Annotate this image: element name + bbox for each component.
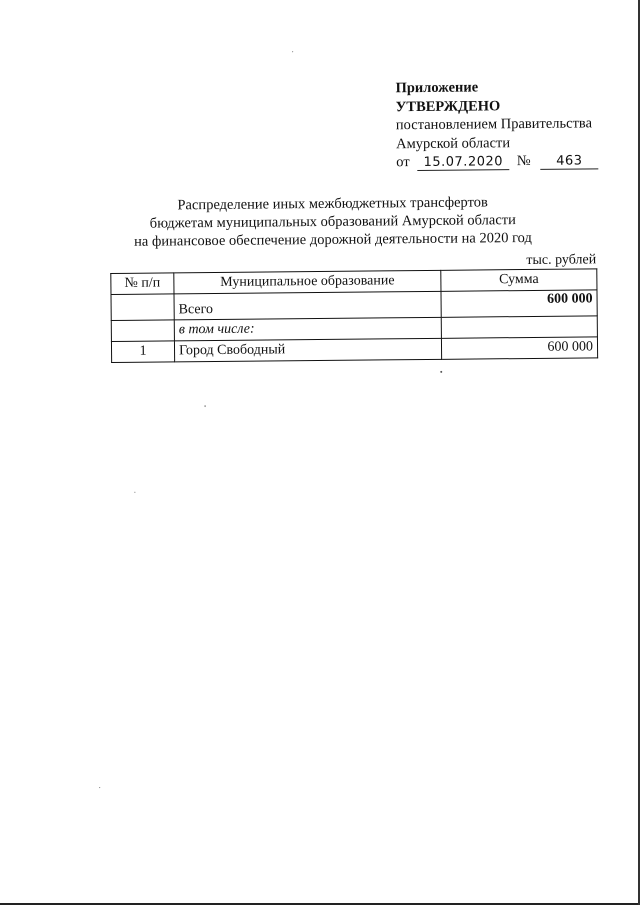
scan-speck [205, 405, 206, 407]
region-line: Амурской области [395, 134, 511, 152]
title-line-3: на финансовое обеспечение дорожной деятельности на 2020 год [134, 229, 532, 250]
row-name: в том числе: [174, 317, 441, 341]
title-line-1: Распределение иных межбюджетных трансфертов [177, 194, 488, 214]
row-number: 1 [111, 341, 174, 363]
approved-by-line: постановлением Правительства [395, 115, 593, 134]
number-label: № [516, 152, 531, 170]
scan-speck [99, 787, 100, 788]
row-number [111, 320, 174, 342]
row-number [111, 294, 174, 321]
units-label: тыс. рублей [526, 252, 597, 269]
header-number: № п/п [111, 273, 174, 295]
row-name: Всего [174, 291, 441, 320]
table-row [111, 337, 597, 363]
row-name: Город Свободный [174, 338, 441, 362]
handwritten-date: 15.07.2020 [417, 155, 509, 171]
appendix-label: Приложение [395, 79, 479, 97]
handwritten-number: 463 [540, 154, 598, 170]
approval-block [395, 77, 598, 171]
scan-speck [134, 492, 135, 493]
header-amount: Сумма [441, 269, 597, 291]
scan-speck [440, 371, 442, 373]
title-line-2: бюджетам муниципальных образований Амурской области [149, 212, 516, 232]
row-amount: 600 000 [441, 337, 597, 359]
approved-label: УТВЕРЖДЕНО [395, 97, 501, 115]
row-amount: 600 000 [441, 290, 597, 317]
date-number-line [396, 151, 598, 171]
document-title [98, 193, 568, 252]
header-municipality: Муниципальное образование [174, 270, 441, 294]
distribution-table [110, 268, 598, 363]
row-amount [441, 316, 597, 338]
from-label: от [396, 154, 410, 171]
scan-speck [292, 51, 293, 52]
